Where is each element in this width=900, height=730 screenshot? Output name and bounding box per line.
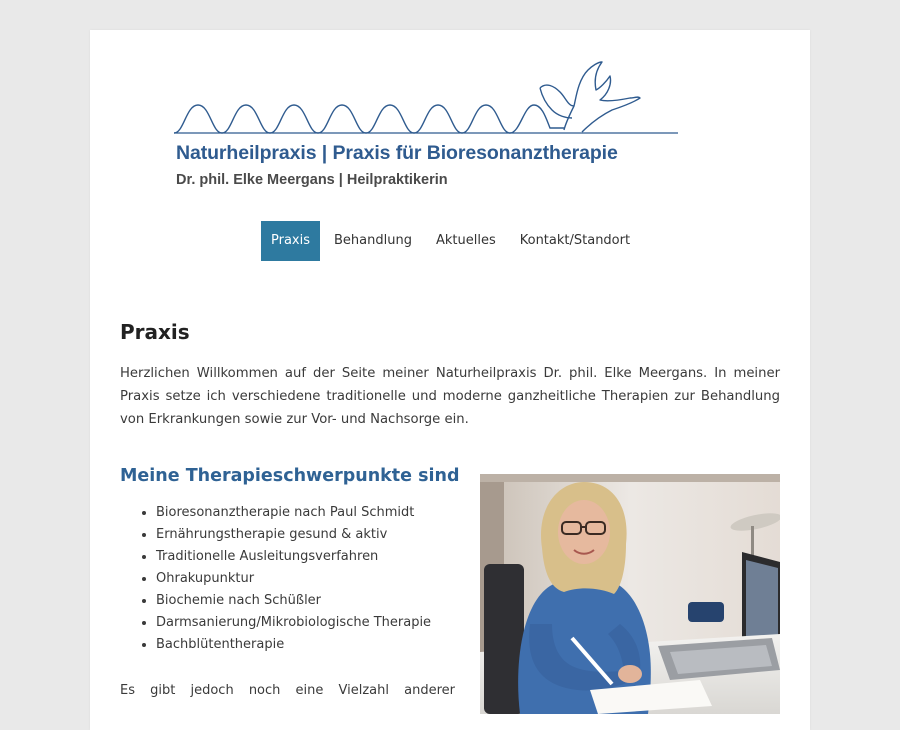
nav-item-praxis[interactable]: Praxis bbox=[261, 221, 320, 261]
more-text: Es gibt jedoch noch eine Vielzahl anderer bbox=[120, 683, 455, 698]
practitioner-photo bbox=[480, 474, 780, 714]
nav-item-aktuelles[interactable]: Aktuelles bbox=[435, 233, 496, 248]
list-item: • Bachblütentherapie bbox=[156, 634, 460, 656]
main-navigation bbox=[261, 221, 644, 261]
list-item: • Darmsanierung/Mikrobiologische Therapie bbox=[156, 612, 460, 634]
intro-text: Herzlichen Willkommen auf der Seite meiner Naturheilpraxis Dr. phil. Elke Meergans. In meiner Praxis setze ich verschiedene traditionelle und moderne ganzheitliche Therapien zur Behandlung von Erkrankungen sowie zur Vor- und Nachsorge ein. bbox=[120, 366, 780, 427]
list-item: • Biochemie nach Schüßler bbox=[156, 590, 460, 612]
main-content bbox=[120, 320, 780, 698]
list-item: • Ernährungstherapie gesund & aktiv bbox=[156, 524, 460, 546]
list-item: • Traditionelle Ausleitungsverfahren bbox=[156, 546, 460, 568]
nav-item-behandlung[interactable]: Behandlung bbox=[334, 233, 412, 248]
logo-subtitle: Dr. phil. Elke Meergans | Heilpraktikerin bbox=[176, 172, 448, 188]
section-title: Meine Therapieschwerpunkte sind bbox=[120, 466, 460, 486]
page-container bbox=[90, 30, 810, 730]
therapy-section bbox=[120, 466, 460, 702]
list-item: • Ohrakupunktur bbox=[156, 568, 460, 590]
site-logo[interactable] bbox=[174, 58, 678, 188]
logo-title: Naturheilpraxis | Praxis für Bioresonanztherapie bbox=[176, 142, 618, 164]
page-title: Praxis bbox=[120, 320, 190, 344]
wave-with-swan-icon bbox=[174, 58, 678, 138]
nav-item-kontakt-standort[interactable]: Kontakt/Standort bbox=[519, 233, 631, 248]
focus-list bbox=[120, 502, 460, 656]
list-item: • Bioresonanztherapie nach Paul Schmidt bbox=[156, 502, 460, 524]
